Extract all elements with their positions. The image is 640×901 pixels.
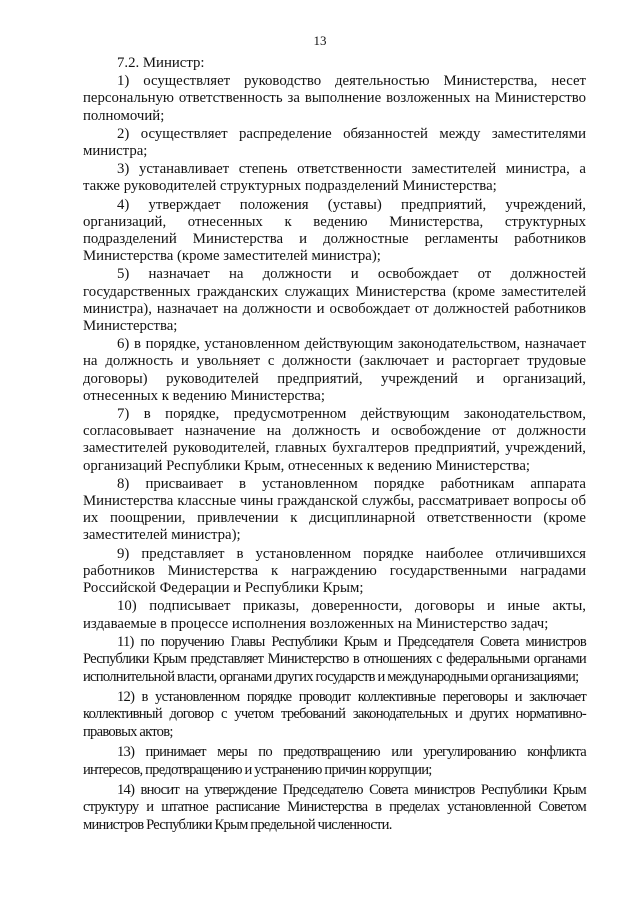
list-item-8: 8) присваивает в установленном порядке работникам аппарата Министерства классные чины гражданской службы, рассматривает вопросы об их поощрении, привлечении к дисциплинарной ответственности (кроме заместителей министра);	[83, 475, 586, 544]
list-item-13: 13) принимает меры по предотвращению или урегулированию конфликта интересов, предотвращению и устранению причин коррупции;	[83, 744, 586, 778]
list-item-12: 12) в установленном порядке проводит коллективные переговоры и заключает коллективный договор с учетом требований законодательных и других нормативно-правовых актов;	[83, 688, 586, 740]
list-item-3: 3) устанавливает степень ответственности заместителей министра, а также руководителей структурных подразделений Министерства;	[83, 161, 586, 195]
list-item-7: 7) в порядке, предусмотренном действующим законодательством, согласовывает назначение на должность и освобождение от должности заместителей руководителей, главных бухгалтеров предприятий, учреждений, организаций Республики Крым, отнесенных к ведению Министерства;	[83, 406, 586, 474]
list-item-4: 4) утверждает положения (уставы) предприятий, учреждений, организаций, отнесенных к ведению Министерства, структурных подразделений Министерства и должностные регламенты работников Министерства (кроме заместителей министра);	[83, 196, 586, 265]
list-item-11: 11) по поручению Главы Республики Крым и Председателя Совета министров Республики Крым представляет Министерство в отношениях с федеральными органами исполнительной власти, органами других государств и международными организациями;	[83, 633, 586, 685]
list-item-6: 6) в порядке, установленном действующим законодательством, назначает на должность и увольняет с должности (заключает и расторгает трудовые договоры) руководителей предприятий, учреждений и организаций, отнесенных к ведению Министерства;	[83, 336, 586, 404]
list-item-1: 1) осуществляет руководство деятельностью Министерства, несет персональную ответственность за выполнение возложенных на Министерство полномочий;	[83, 73, 586, 124]
page-number: 13	[313, 33, 327, 48]
list-item-5: 5) назначает на должности и освобождает от должностей государственных гражданских служащих Министерства (кроме заместителей министра), назначает на должности и освобождает от должностей работников Министерства;	[83, 266, 586, 335]
list-item-14: 14) вносит на утверждение Председателю Совета министров Республики Крым структуру и штатное расписание Министерства в пределах установленной Советом министров Республики Крым предельной численности.	[83, 781, 586, 833]
section-heading: 7.2. Министр:	[117, 55, 205, 71]
document-body	[83, 55, 586, 837]
list-item-2: 2) осуществляет распределение обязанностей между заместителями министра;	[83, 125, 586, 160]
list-item-9: 9) представляет в установленном порядке наиболее отличившихся работников Министерства к награждению государственными наградами Российской Федерации и Республики Крым;	[83, 545, 586, 597]
list-item-10: 10) подписывает приказы, доверенности, договоры и иные акты, издаваемые в процессе исполнения возложенных на Министерство задач;	[83, 598, 586, 632]
